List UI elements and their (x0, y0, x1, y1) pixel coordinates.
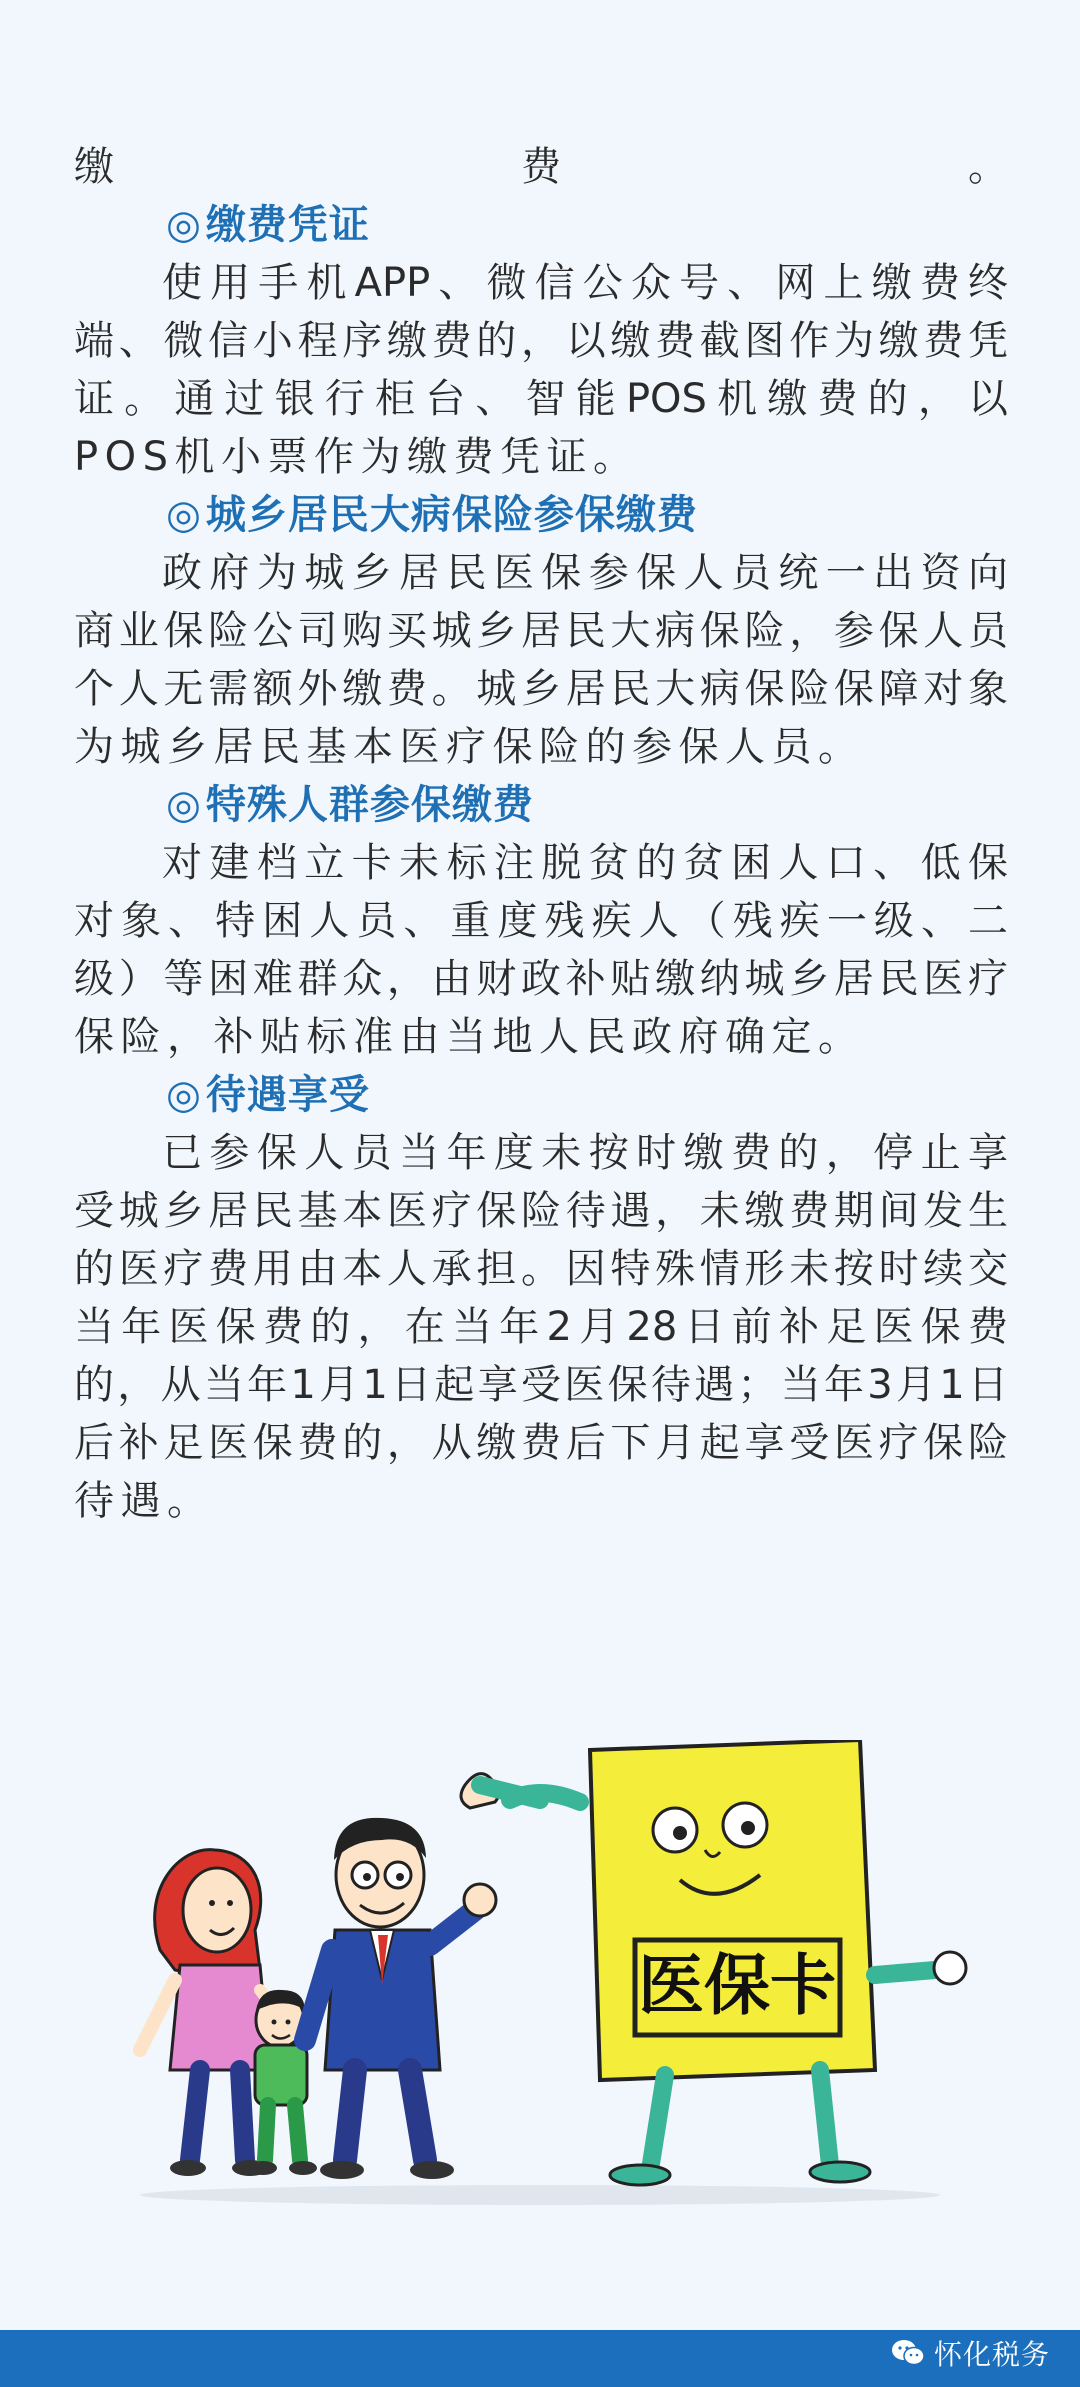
brand-name: 怀化税务 (933, 2339, 1050, 2370)
medical-card-illustration (120, 1740, 1000, 2210)
paragraph-line: 商业保险公司购买城乡居民大病保险，参保人员 (74, 608, 1008, 654)
heading-text: 城乡居民大病保险参保缴费 (205, 492, 698, 538)
paragraph-line: 政府为城乡居民医保参保人员统一出资向 (162, 550, 1008, 596)
man-figure (305, 1774, 499, 2179)
paragraph-line: 的医疗费用由本人承担。因特殊情形未按时续交 (74, 1246, 1008, 1292)
heading-text: 缴费凭证 (205, 202, 370, 248)
paragraph-line: 端、微信小程序缴费的，以缴费截图作为缴费凭 (74, 318, 1008, 364)
section-heading (74, 486, 1008, 544)
heading-marker: ◎ (166, 492, 202, 538)
section-heading (74, 776, 1008, 834)
paragraph-line: 个人无需额外缴费。城乡居民大病保险保障对象 (74, 666, 1008, 712)
paragraph-line: 后补足医保费的，从缴费后下月起享受医疗保险 (74, 1420, 1008, 1466)
paragraph-line: 待遇。 (74, 1478, 214, 1524)
paragraph-line: 级）等困难群众，由财政补贴缴纳城乡居民医疗 (74, 956, 1008, 1002)
section-heading (74, 196, 1008, 254)
heading-text: 待遇享受 (205, 1072, 370, 1118)
card-label: 医保卡 (638, 1947, 836, 2024)
paragraph-line: 保险，补贴标准由当地人民政府确定。 (74, 1014, 865, 1060)
paragraph-line: 受城乡居民基本医疗保险待遇，未缴费期间发生 (74, 1188, 1008, 1234)
paragraph-line: 对象、特困人员、重度残疾人（残疾一级、二 (74, 898, 1008, 944)
brand-watermark (890, 2333, 1050, 2373)
section-heading (74, 1066, 1008, 1124)
paragraph-line: 对建档立卡未标注脱贫的贫困人口、低保 (162, 840, 1008, 886)
paragraph-line: 缴费。 (74, 144, 1008, 190)
paragraph-line: 当年医保费的，在当年2月28日前补足医保费 (74, 1304, 1008, 1350)
heading-marker: ◎ (166, 1072, 202, 1118)
medical-card-character (480, 1740, 966, 2185)
article-body (74, 138, 1008, 1530)
paragraph-line: 使用手机APP、微信公众号、网上缴费终 (162, 260, 1008, 306)
wechat-icon (890, 2338, 926, 2368)
paragraph-line: 的，从当年1月1日起享受医保待遇；当年3月1日 (74, 1362, 1008, 1408)
paragraph-line: POS机小票作为缴费凭证。 (74, 434, 640, 480)
heading-text: 特殊人群参保缴费 (205, 782, 534, 828)
heading-marker: ◎ (166, 782, 202, 828)
paragraph-line: 已参保人员当年度未按时缴费的，停止享 (162, 1130, 1008, 1176)
paragraph-line: 为城乡居民基本医疗保险的参保人员。 (74, 724, 865, 770)
heading-marker: ◎ (166, 202, 202, 248)
paragraph-line: 证。通过银行柜台、智能POS机缴费的，以 (74, 376, 1008, 422)
